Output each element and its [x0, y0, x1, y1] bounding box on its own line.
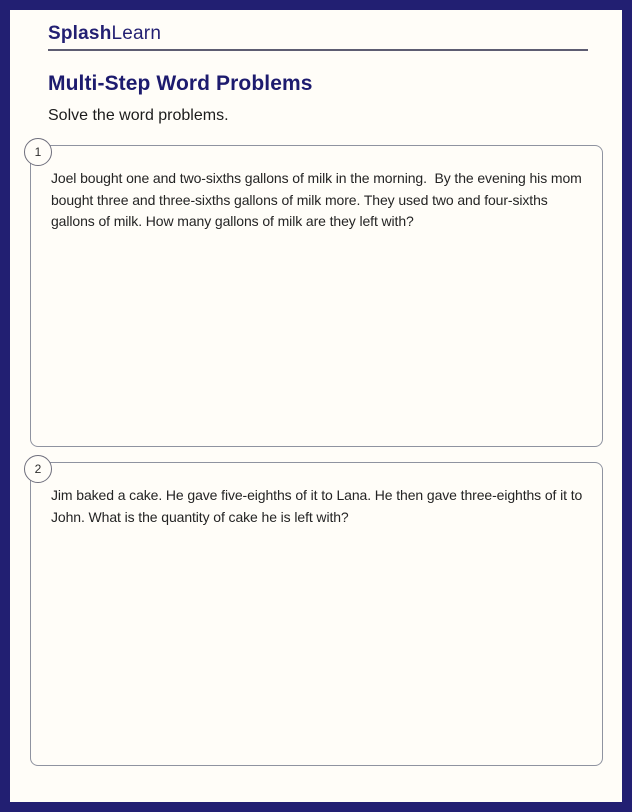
problem-number-badge-1: 1: [24, 138, 52, 166]
problem-number-badge-2: 2: [24, 455, 52, 483]
problem-text-2: Jim baked a cake. He gave five-eighths of it to Lana. He then gave three-eighths of it to John. What is the quantity of cake he is left with?: [51, 487, 586, 525]
logo-text-splash: Splash: [48, 23, 112, 44]
worksheet-page: [10, 10, 622, 802]
logo-text-learn: Learn: [111, 23, 162, 44]
problem-box-1: [30, 145, 603, 447]
instruction-text: Solve the word problems.: [48, 107, 229, 124]
splashlearn-logo: [48, 23, 161, 45]
problem-text-1: Joel bought one and two-sixths gallons of milk in the morning. By the evening his mom bought three and three-sixths gallons of milk more. They used two and four-sixths gallons of milk. How many gallons of milk are they left with?: [51, 170, 586, 229]
problem-box-2: [30, 462, 603, 766]
header-divider: [48, 49, 588, 51]
page-title: Multi-Step Word Problems: [48, 72, 313, 95]
